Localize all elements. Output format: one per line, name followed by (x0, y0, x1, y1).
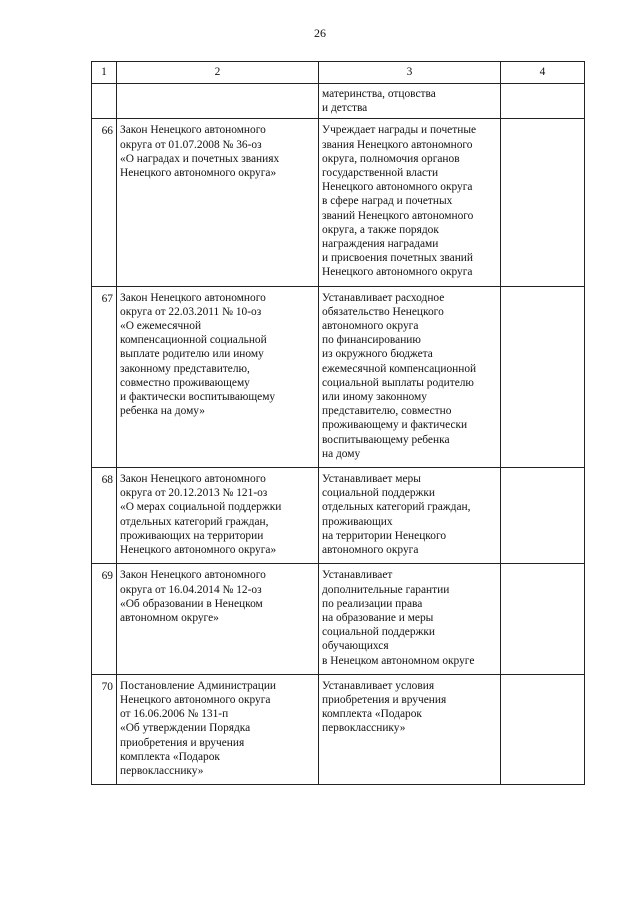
description-line: обучающихся (322, 640, 389, 653)
row-number-cell: 66 (92, 119, 117, 286)
table-row (92, 119, 585, 286)
note-cell (501, 674, 585, 784)
description-line: воспитывающему ребенка (322, 433, 450, 446)
document-line: и фактически воспитывающему (120, 391, 276, 404)
description-line: Устанавливает (322, 569, 393, 582)
column-header-2: 2 (117, 62, 319, 84)
description-line: представителю, совместно (322, 405, 452, 418)
document-line: «О ежемесячной (120, 320, 202, 333)
document-cell (117, 286, 319, 467)
description-line: дополнительные гарантии (322, 583, 450, 596)
description-line: и детства (322, 102, 368, 115)
description-line: отдельных категорий граждан, (322, 501, 471, 514)
document-line: Постановление Администрации (120, 679, 277, 692)
description-line: из окружного бюджета (322, 348, 433, 361)
description-line: социальной поддержки (322, 487, 436, 500)
description-line: социальной поддержки (322, 626, 436, 639)
description-line: автономного округа (322, 320, 419, 333)
description-line: награждения наградами (322, 238, 439, 251)
document-line: Закон Ненецкого автономного (120, 569, 266, 582)
document-line: «О наградах и почетных званиях (120, 152, 280, 165)
description-line: или иному законному (322, 391, 427, 404)
note-cell (501, 84, 585, 119)
description-line: на дому (322, 447, 361, 460)
description-cell (319, 119, 501, 286)
document-line: приобретения и вручения (120, 736, 245, 749)
document-line: Ненецкого автономного округа» (120, 544, 277, 557)
document-cell (117, 84, 319, 119)
document-cell (117, 119, 319, 286)
row-number-cell: 68 (92, 468, 117, 564)
description-line: автономного округа (322, 544, 419, 557)
note-cell (501, 286, 585, 467)
note-cell (501, 564, 585, 674)
description-line: в сфере наград и почетных (322, 195, 453, 208)
description-line: комплекта «Подарок (322, 708, 422, 721)
document-line: Закон Ненецкого автономного (120, 291, 266, 304)
page-number: 26 (314, 26, 326, 40)
document-line: округа от 01.07.2008 № 36-оз (120, 138, 262, 151)
description-line: Устанавливает расходное (322, 291, 445, 304)
column-header-3: 3 (319, 62, 501, 84)
document-line: первокласснику» (120, 764, 204, 777)
description-cell (319, 286, 501, 467)
description-line: государственной власти (322, 167, 439, 180)
description-line: приобретения и вручения (322, 693, 447, 706)
table-row (92, 286, 585, 467)
note-cell (501, 468, 585, 564)
description-line: Ненецкого автономного округа (322, 181, 473, 194)
document-line: Ненецкого автономного округа (120, 693, 271, 706)
description-cell (319, 564, 501, 674)
description-line: звания Ненецкого автономного (322, 138, 473, 151)
table-row (92, 468, 585, 564)
description-cell (319, 674, 501, 784)
document-line: Ненецкого автономного округа» (120, 167, 277, 180)
description-line: ежемесячной компенсационной (322, 362, 477, 375)
document-line: округа от 16.04.2014 № 12-оз (120, 583, 262, 596)
row-number-cell (92, 84, 117, 119)
document-line: округа от 22.03.2011 № 10-оз (120, 305, 262, 318)
description-line: по реализации права (322, 597, 423, 610)
description-line: округа, а также порядок (322, 223, 439, 236)
document-cell (117, 564, 319, 674)
column-header-1: 1 (92, 62, 117, 84)
document-cell (117, 468, 319, 564)
description-line: округа, полномочия органов (322, 152, 460, 165)
column-header-4: 4 (501, 62, 585, 84)
description-line: и присвоения почетных званий (322, 252, 473, 265)
document-line: выплате родителю или иному (120, 348, 264, 361)
document-line: совместно проживающему (120, 376, 250, 389)
table-row (92, 674, 585, 784)
row-number-cell: 67 (92, 286, 117, 467)
document-line: компенсационной социальной (120, 334, 267, 347)
document-line: Закон Ненецкого автономного (120, 124, 266, 137)
document-line: отдельных категорий граждан, (120, 515, 269, 528)
document-line: проживающих на территории (120, 529, 264, 542)
document-line: округа от 20.12.2013 № 121-оз (120, 487, 268, 500)
description-cell (319, 468, 501, 564)
description-line: обязательство Ненецкого (322, 305, 444, 318)
document-line: от 16.06.2006 № 131-п (120, 708, 229, 721)
document-line: Закон Ненецкого автономного (120, 473, 266, 486)
description-line: на образование и меры (322, 611, 434, 624)
description-line: Устанавливает условия (322, 679, 435, 692)
table-header-row (92, 62, 585, 84)
document-line: автономном округе» (120, 611, 219, 624)
note-cell (501, 119, 585, 286)
description-line: в Ненецком автономном округе (322, 654, 475, 667)
description-line: по финансированию (322, 334, 421, 347)
description-line: проживающему и фактически (322, 419, 468, 432)
document-line: «Об образовании в Ненецком (120, 597, 263, 610)
description-line: проживающих (322, 515, 393, 528)
document-line: ребенка на дому» (120, 405, 205, 418)
description-line: социальной выплаты родителю (322, 376, 474, 389)
row-number-cell: 70 (92, 674, 117, 784)
continued-row (92, 84, 585, 119)
description-line: Устанавливает меры (322, 473, 421, 486)
document-line: законному представителю, (120, 362, 250, 375)
description-line: материнства, отцовства (322, 88, 436, 100)
description-line: званий Ненецкого автономного (322, 209, 474, 222)
table-row (92, 564, 585, 674)
document-cell (117, 674, 319, 784)
document-line: комплекта «Подарок (120, 750, 220, 763)
description-line: первокласснику» (322, 722, 406, 735)
description-line: Учреждает награды и почетные (322, 124, 477, 137)
legal-acts-table (91, 61, 585, 785)
description-cell (319, 84, 501, 119)
description-line: на территории Ненецкого (322, 529, 447, 542)
row-number-cell: 69 (92, 564, 117, 674)
document-line: «О мерах социальной поддержки (120, 501, 282, 514)
description-line: Ненецкого автономного округа (322, 266, 473, 279)
document-line: «Об утверждении Порядка (120, 722, 251, 735)
